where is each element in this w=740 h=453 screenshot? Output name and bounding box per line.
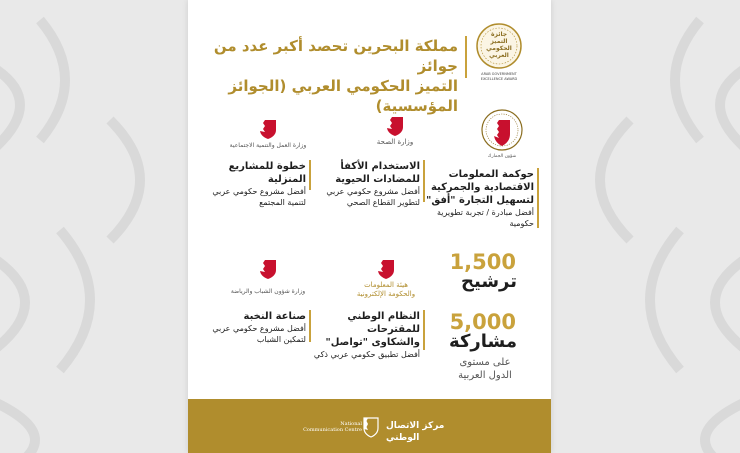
award-logo-line2: التميز [490,38,508,45]
background-pattern-right [550,0,740,453]
customs-award-divider [537,168,539,228]
labour-award-desc-line1: أفضل مشروع حكومي عربي [212,187,306,196]
health-award-name-line1: الاستخدام الأكفأ [340,161,420,172]
customs-award [424,168,534,229]
iga-label-line2: والحكومة الإلكترونية [356,290,416,298]
participations-label: مشاركة [449,331,517,352]
bahrain-emblem-icon [385,115,405,137]
page-title-line2: التميز الحكومي العربي (الجوائز المؤسسية) [228,77,458,115]
labour-award [196,160,306,208]
health-award-divider [423,160,425,202]
ministry-of-youth-logo [228,258,308,298]
infographic-card [188,0,551,453]
iga-award-name-line2: والشكاوى "تواصل" [325,337,420,348]
health-award-desc-line1: أفضل مشروع حكومي عربي [326,187,420,196]
customs-emblem-icon [480,108,524,154]
labour-award-name: خطوة للمشاريع المنزلية [228,161,306,185]
award-logo-en1: ARAB GOVERNMENT [481,72,517,76]
award-logo-en2: EXCELLENCE AWARD [480,77,518,81]
customs-award-name-line3: لتسهيل التجارة "أفق" [426,195,534,206]
nominations-value: 1,500 [449,250,516,274]
labour-award-divider [309,160,311,190]
ministry-of-labour-label: وزارة العمل والتنمية الاجتماعية [229,142,307,149]
bahrain-emblem-icon [258,118,278,140]
iga-label-line1: هيئة المعلومات [364,281,408,289]
health-award-name-line2: للمضادات الحيوية [335,174,420,185]
customs-affairs-label: شؤون الجمارك [487,154,517,159]
regional-note-line2: الدول العربية [458,370,512,381]
ministry-of-youth-label: وزارة شؤون الشباب والرياضة [230,288,306,295]
ncc-english-line1: National [340,421,362,427]
page-title-line1: مملكة البحرين تحصد أكبر عدد من جوائز [213,37,458,75]
ncc-english-line2: Communication Centre [303,427,362,433]
footer [188,399,551,453]
bahrain-emblem-icon [362,416,380,438]
bahrain-emblem-icon [376,258,396,280]
page-title [198,36,458,116]
award-logo-line3: الحكومي [486,45,512,52]
title-divider [465,36,467,78]
nominations-label: ترشيح [461,271,517,292]
ncc-english-name [302,421,362,433]
iga-award [310,310,420,360]
customs-award-desc-line1: أفضل مبادرة / تجربة تطويرية [436,208,534,217]
health-award-desc-line2: لتطوير القطاع الصحي [346,198,420,207]
ministry-of-health-logo [370,115,420,149]
award-logo-line4: العربي [489,52,509,59]
iga-award-divider [423,310,425,350]
customs-award-name-line2: الاقتصادية والجمركية [430,182,534,193]
regional-note [450,356,520,382]
iga-award-desc-line1: أفضل تطبيق حكومي عربي ذكي [313,350,420,359]
youth-award [196,310,306,345]
bahrain-emblem-icon [258,258,278,280]
regional-note-line1: على مستوى [459,357,511,368]
labour-award-desc-line2: لتنمية المجتمع [259,198,306,207]
ministry-of-labour-logo [228,118,308,152]
customs-award-name-line1: حوكمة المعلومات [448,169,534,180]
customs-affairs-logo [480,108,524,164]
ministry-of-health-label: وزارة الصحة [376,138,414,146]
health-award [310,160,420,208]
youth-award-desc-line2: لتمكين الشباب [256,335,306,344]
background-pattern-left [0,0,190,453]
arab-government-excellence-award-logo [475,22,523,92]
participations-value: 5,000 [449,310,516,334]
iga-award-name-line1: النظام الوطني للمقترحات [347,311,420,335]
ncc-arabic-name: مركز الاتصال الوطني [386,421,445,443]
youth-award-name: صناعة النخبة [243,311,306,322]
youth-award-desc-line1: أفضل مشروع حكومي عربي [212,324,306,333]
iga-logo [346,258,426,302]
customs-award-desc-line2: حكومية [509,219,534,228]
award-logo-line1: جائزة [490,31,508,38]
